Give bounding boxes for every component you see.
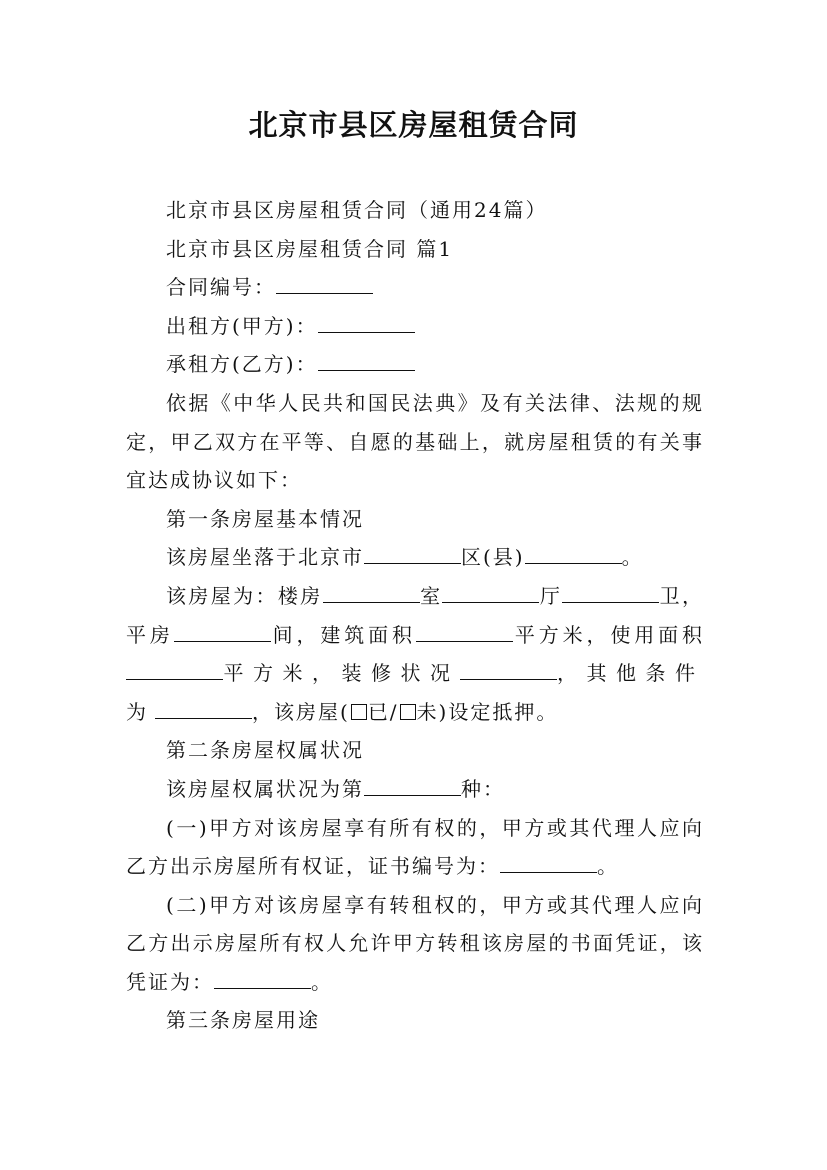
article-3-heading: 第三条房屋用途 bbox=[166, 1008, 320, 1033]
document-body bbox=[126, 191, 704, 1040]
subtitle: 北京市县区房屋租赁合同（通用24篇） bbox=[166, 198, 548, 222]
article-1-heading: 第一条房屋基本情况 bbox=[166, 506, 364, 531]
building-area-blank[interactable] bbox=[416, 623, 513, 642]
clause-1-end: 。 bbox=[597, 854, 619, 879]
other-conditions-blank[interactable] bbox=[155, 700, 252, 719]
contract-number-label: 合同编号： bbox=[166, 275, 276, 300]
other-conditions-label: ，其他条件为 bbox=[126, 661, 704, 724]
mortgage-yes-checkbox[interactable] bbox=[351, 704, 367, 720]
house-prefix: 该房屋为：楼房 bbox=[166, 583, 323, 608]
hall-label: 厅 bbox=[539, 583, 563, 608]
bath-label: 卫， bbox=[659, 583, 705, 608]
preamble-paragraph: 依据《中华人民共和国民法典》及有关法律、法规的规定，甲乙双方在平等、自愿的基础上，就房屋租赁的有关事宜达成协议如下： bbox=[126, 390, 704, 493]
bungalow-blank[interactable] bbox=[174, 623, 271, 642]
ownership-type-blank[interactable] bbox=[364, 777, 461, 796]
article-2-heading: 第二条房屋权属状况 bbox=[166, 738, 364, 763]
mortgage-no-label: 未)设定抵押。 bbox=[416, 699, 559, 724]
mortgage-yes-label: 已/ bbox=[367, 699, 399, 724]
lessor-blank[interactable] bbox=[318, 314, 415, 333]
lessor-line bbox=[126, 307, 704, 346]
hall-blank[interactable] bbox=[562, 584, 659, 603]
ownership-line bbox=[126, 770, 704, 809]
room-blank[interactable] bbox=[442, 584, 539, 603]
section-heading: 北京市县区房屋租赁合同 篇1 bbox=[166, 236, 454, 261]
ownership-prefix: 该房屋权属状况为第 bbox=[166, 776, 364, 801]
decoration-blank[interactable] bbox=[460, 661, 557, 680]
contract-number-blank[interactable] bbox=[276, 275, 373, 294]
ownership-suffix: 种： bbox=[461, 776, 505, 801]
clause-2-text: (二)甲方对该房屋享有转租权的，甲方或其代理人应向乙方出示房屋所有权人允许甲方转租该房屋的书面凭证，该凭证为： bbox=[126, 892, 704, 994]
mortgage-prefix: ，该房屋( bbox=[252, 699, 350, 724]
clause-2-end: 。 bbox=[311, 969, 333, 994]
location-mid: 区(县) bbox=[461, 545, 525, 570]
lessee-label: 承租方(乙方)： bbox=[166, 352, 318, 377]
lessee-blank[interactable] bbox=[318, 352, 415, 371]
house-description-paragraph bbox=[126, 577, 704, 731]
lessor-label: 出租方(甲方)： bbox=[166, 313, 318, 338]
mortgage-no-checkbox[interactable] bbox=[400, 704, 416, 720]
clause-1-text: (一)甲方对该房屋享有所有权的，甲方或其代理人应向乙方出示房屋所有权证，证书编号为： bbox=[126, 815, 704, 879]
lessee-line bbox=[126, 345, 704, 384]
decoration-label: 平方米，装修状况 bbox=[223, 661, 460, 686]
bungalow-room-label: 间，建筑面积 bbox=[270, 622, 416, 647]
location-line bbox=[126, 538, 704, 577]
bungalow-label: 平房 bbox=[126, 622, 174, 647]
district-blank[interactable] bbox=[364, 545, 461, 564]
contract-number-line bbox=[126, 268, 704, 307]
county-blank[interactable] bbox=[525, 545, 622, 564]
building-blank[interactable] bbox=[323, 584, 420, 603]
use-area-blank[interactable] bbox=[126, 661, 223, 680]
voucher-blank[interactable] bbox=[214, 970, 311, 989]
clause-2-paragraph bbox=[126, 886, 704, 1002]
certificate-number-blank[interactable] bbox=[500, 854, 597, 873]
document-title: 北京市县区房屋租赁合同 bbox=[248, 108, 579, 142]
location-prefix: 该房屋坐落于北京市 bbox=[166, 545, 364, 570]
use-area-label: 平方米，使用面积 bbox=[512, 622, 705, 647]
clause-1-paragraph bbox=[126, 809, 704, 886]
location-end: 。 bbox=[621, 545, 644, 570]
room-label: 室 bbox=[419, 583, 443, 608]
